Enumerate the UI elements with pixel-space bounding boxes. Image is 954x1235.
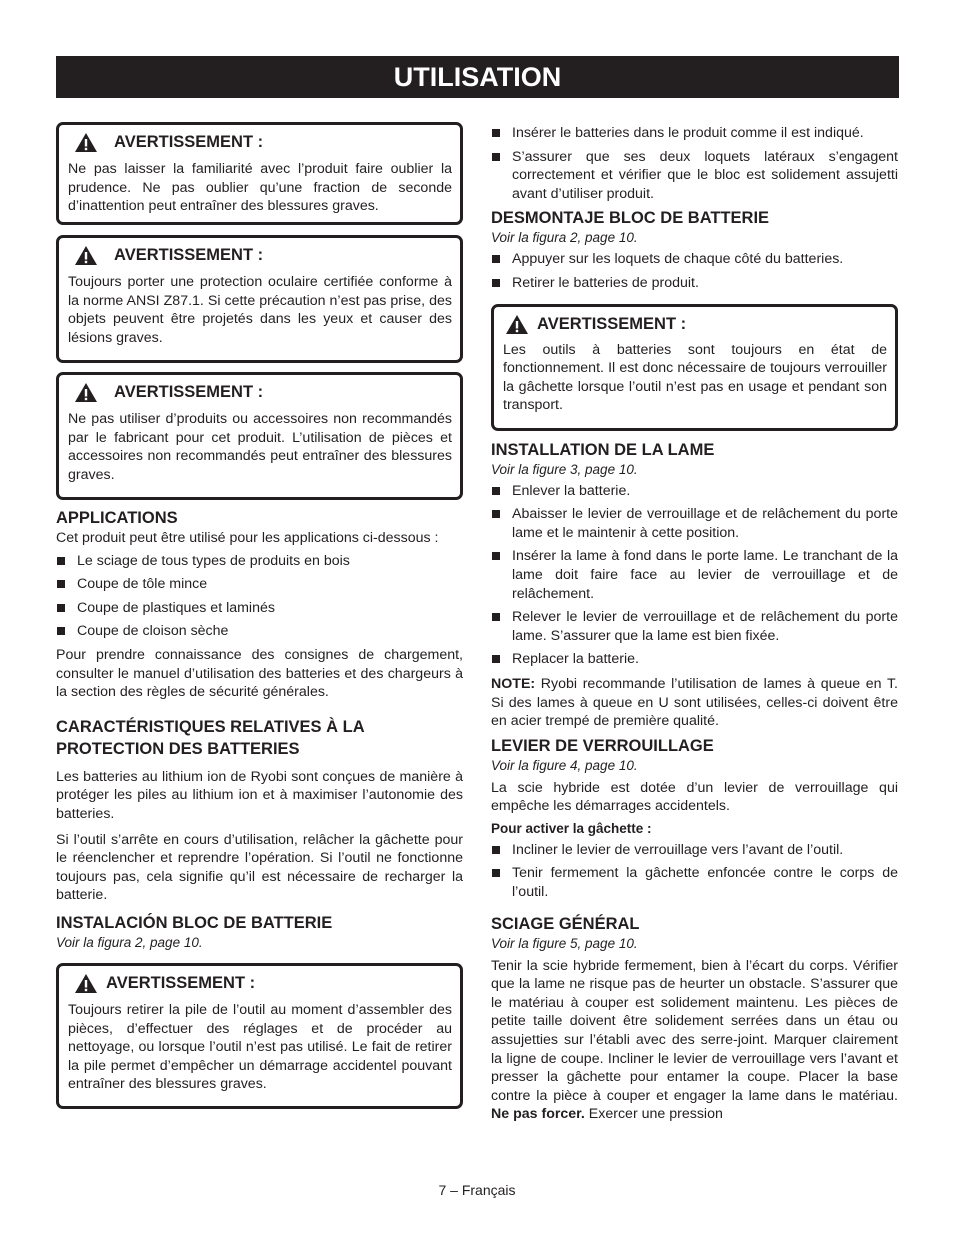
note-text: Ryobi recommande l’utilisation de lames à queue en T. Si des lames à queue en U sont utilisées, celles-ci doivent être en acier trempé de première qualité. [491,675,898,730]
blade-list [491,482,898,669]
list-item: Relever le levier de verrouillage et de relâchement du porte lame. S’assurer que la lame est bien fixée. [491,608,898,645]
warning-box-remove-battery [56,963,463,1109]
list-item: S’assurer que ses deux loquets latéraux s’engagent correctement et vérifier que le bloc est solidement assujetti avant d’utiliser produit. [491,148,898,204]
protection-paragraph-2: Si l’outil s’arrête en cours d’utilisation, relâcher la gâchette pour le réenclencher et reprendre l’opération. Si l’outil ne fonctionne toujours pas, cela signifie qu’il est nécessaire de recharger la batterie. [56,831,463,904]
right-column [491,124,898,1131]
sawing-ref: Voir la figure 5, page 10. [491,935,638,951]
bullet-icon [492,487,500,495]
warning-box-eye-protection [56,235,463,363]
list-item: Coupe de tôle mince [56,575,463,594]
sawing-bold: Ne pas forcer. [491,1106,585,1123]
blade-ref: Voir la figure 3, page 10. [491,461,638,477]
note-label: NOTE: [491,675,536,692]
warning-triangle-icon [74,382,98,403]
remove-battery-ref: Voir la figura 2, page 10. [491,230,638,246]
bullet-icon [492,552,500,560]
warning-box-familiarity [56,122,463,225]
list-item: Enlever la batterie. [491,482,898,501]
lock-heading: LEVIER DE VERROUILLAGE [491,736,714,755]
list-item: Incliner le levier de verrouillage vers l’avant de l’outil. [491,841,898,860]
protection-paragraph-1: Les batteries au lithium ion de Ryobi sont conçues de manière à protéger les piles au lithium ion et à maximiser l’autonomie des batteries. [56,768,463,822]
list-item: Retirer le batteries de produit. [491,274,898,293]
list-item: Le sciage de tous types de produits en bois [56,552,463,571]
warning-text: Ne pas laisser la familiarité avec l’produit faire oublier la prudence. Ne pas oublier qu’une fraction de seconde d’inattention peut entraîner des blessures graves. [68,161,452,215]
warning-triangle-icon [74,245,98,266]
bullet-icon [492,846,500,854]
bullet-icon [492,869,500,877]
bullet-icon [492,153,500,161]
warning-triangle-icon [505,314,529,335]
page-footer: 7 – Français [438,1182,516,1198]
warning-title: AVERTISSEMENT : [537,314,687,333]
list-item: Tenir fermement la gâchette enfoncée contre le corps de l’outil. [491,864,898,901]
lock-ref: Voir la figure 4, page 10. [491,757,638,773]
applications-list [56,552,463,641]
lock-list [491,841,898,902]
sawing-heading: SCIAGE GÉNÉRAL [491,914,640,933]
blade-note [491,675,898,731]
warning-triangle-icon [74,973,98,994]
lock-text: La scie hybride est dotée d’un levier de verrouillage qui empêche les démarrages accidentels. [491,779,898,815]
warning-text: Toujours retirer la pile de l’outil au moment d’assembler des pièces, d’effectuer des réglages et de procéder au nettoyage, ou lorsque l’outil n’est pas utilisé. Le fait de retirer la pile permet d’empêcher un démarrage accidentel pouvant entraîner des blessures graves. [68,1001,452,1093]
warning-title: AVERTISSEMENT : [114,133,264,151]
list-item: Abaisser le levier de verrouillage et de relâchement du porte lame et le maintenir à cette position. [491,505,898,542]
blade-heading: INSTALLATION DE LA LAME [491,440,715,459]
left-column [56,122,463,1109]
protection-heading: CARACTÉRISTIQUES RELATIVES À LA PROTECTION DES BATTERIES [56,717,365,758]
warning-title: AVERTISSEMENT : [114,383,264,401]
install-battery-list [491,124,898,203]
warning-text: Les outils à batteries sont toujours en état de fonctionnement. Il est donc nécessaire de toujours verrouiller la gâchette lorsque l’outil n’est pas en usage et pendant son transport. [503,341,887,414]
bullet-icon [492,129,500,137]
lock-subheading: Pour activer la gâchette : [491,820,652,836]
bullet-icon [492,255,500,263]
bullet-icon [492,510,500,518]
warning-triangle-icon [74,132,98,153]
bullet-icon [57,604,65,612]
install-battery-ref: Voir la figura 2, page 10. [56,934,203,950]
warning-title: AVERTISSEMENT : [114,246,264,264]
applications-outro: Pour prendre connaissance des consignes de chargement, consulter le manuel d’utilisation des batteries et des chargeurs à la section des règles de sécurité générales. [56,646,463,701]
list-item: Coupe de cloison sèche [56,622,463,641]
bullet-icon [492,613,500,621]
bullet-icon [492,279,500,287]
applications-intro: Cet produit peut être utilisé pour les applications ci-dessous : [56,530,439,546]
list-item: Insérer la lame à fond dans le porte lame. Le tranchant de la lame doit faire face au levier de verrouillage et de relâchement. [491,547,898,603]
remove-battery-heading: DESMONTAJE BLOC DE BATTERIE [491,209,770,228]
list-item: Coupe de plastiques et laminés [56,599,463,618]
sawing-text: Tenir la scie hybride fermement, bien à l’écart du corps. Vérifier que la lame ne risque pas de heurter un obstacle. S’assurer que le matériau à couper est solidement maintenu. Les pièces de petite taille doivent être solidement serrées dans un étau ou assujetties sur l’établi avec des serre-joint. Marquer clairement la ligne de coupe. Incliner le levier de verrouillage vers l’avant et presser la gâchette pour entamer la coupe. Placer la base contre la pièce à couper et engager la lame dans le matériau. Ne pas forcer. Exercer une pression [491,957,898,1123]
bullet-icon [57,557,65,565]
warning-box-trigger-lock [491,304,898,431]
list-item: Replacer la batterie. [491,650,898,669]
bullet-icon [57,627,65,635]
warning-title: AVERTISSEMENT : [106,973,256,992]
install-battery-heading: INSTALACIÓN BLOC DE BATTERIE [56,913,333,932]
warning-box-accessories [56,372,463,500]
list-item: Appuyer sur les loquets de chaque côté du batteries. [491,250,898,269]
bullet-icon [57,580,65,588]
list-item: Insérer le batteries dans le produit comme il est indiqué. [491,124,898,143]
bullet-icon [492,655,500,663]
remove-battery-list [491,250,898,292]
warning-text: Toujours porter une protection oculaire certifiée conforme à la norme ANSI Z87.1. Si cette précaution n’est pas prise, des objets peuvent être projetés dans les yeux et causer des lésions graves. [68,274,452,346]
warning-text: Ne pas utiliser d’produits ou accessoires non recommandés par le fabricant pour cet produit. L’utilisation de pièces et accessoires non recommandés peut entraîner des blessures graves. [68,411,452,483]
applications-heading: APPLICATIONS [56,509,178,527]
page-title: UTILISATION [56,56,899,98]
